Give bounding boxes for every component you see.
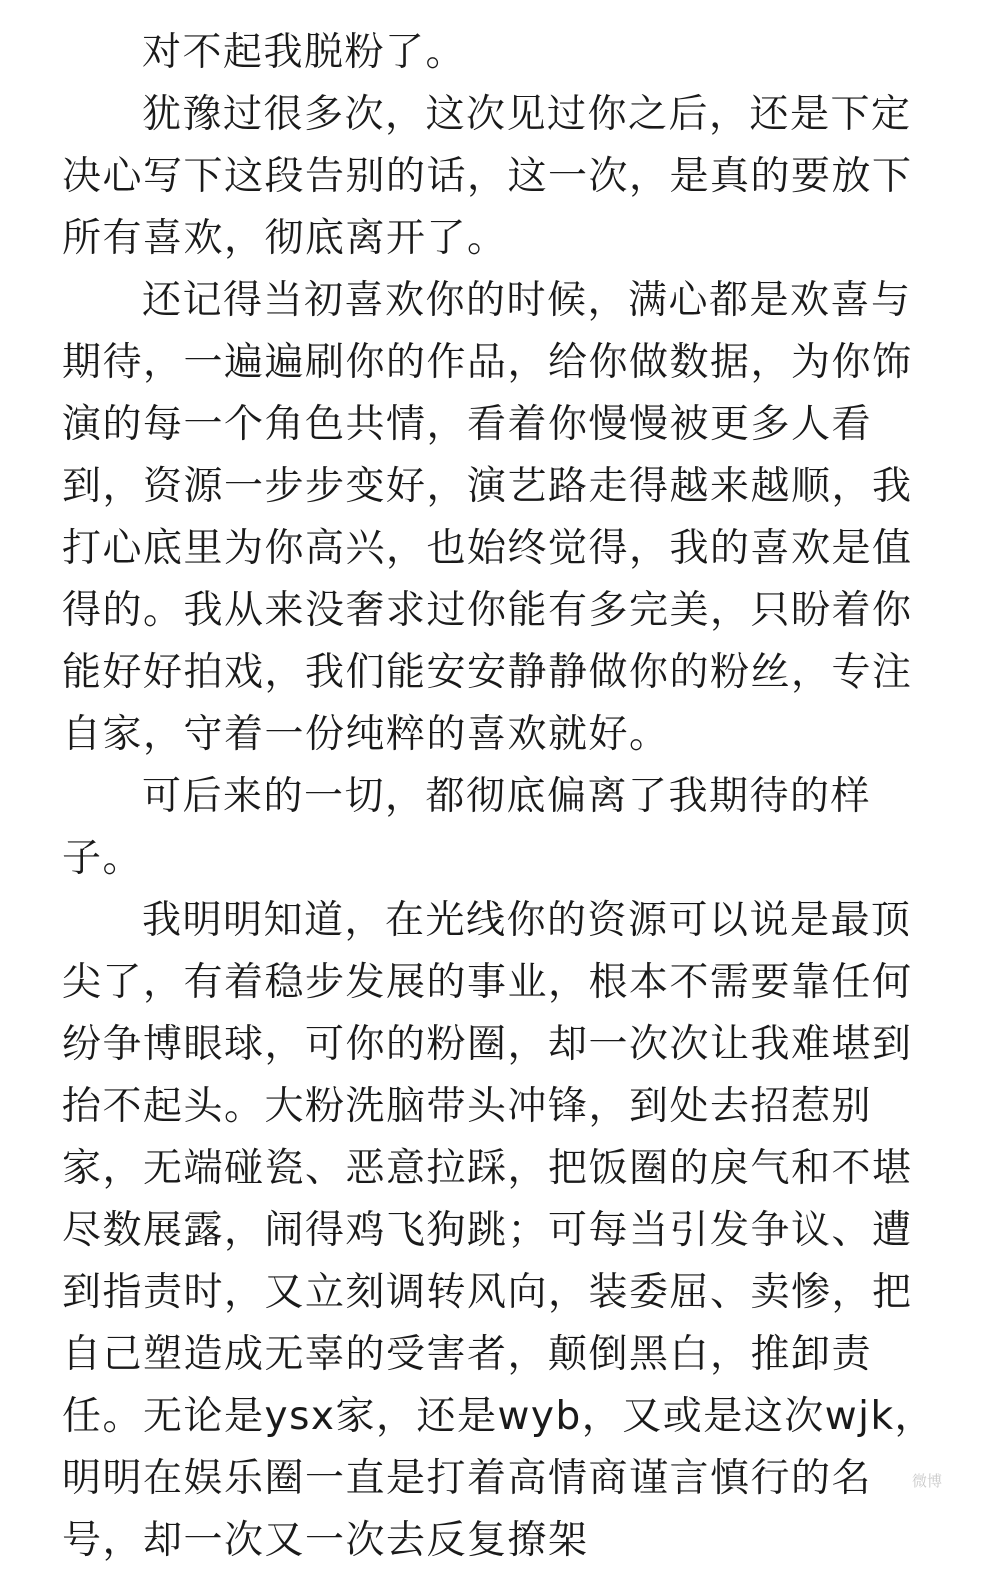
text-line: 能好好拍戏，我们能安安静静做你的粉丝，专注 xyxy=(62,650,913,695)
text-line: 号，却一次又一次去反复撩架 xyxy=(62,1518,589,1563)
text-line: 演的每一个角色共情，看着你慢慢被更多人看 xyxy=(62,402,873,447)
text-line: 抬不起头。大粉洗脑带头冲锋，到处去招惹别 xyxy=(62,1084,873,1129)
text-line: 到指责时，又立刻调转风向，装委屈、卖惨，把 xyxy=(62,1270,913,1315)
text-line: 打心底里为你高兴，也始终觉得，我的喜欢是值 xyxy=(62,526,913,571)
text-line: 子。 xyxy=(62,836,144,881)
text-line: 得的。我从来没奢求过你能有多完美，只盼着你 xyxy=(62,588,913,633)
text-line: 尖了，有着稳步发展的事业，根本不需要靠任何 xyxy=(62,960,913,1005)
text-line: 期待，一遍遍刷你的作品，给你做数据，为你饰 xyxy=(62,340,913,385)
text-line: 自己塑造成无辜的受害者，颠倒黑白，推卸责 xyxy=(62,1332,873,1377)
text-line: 犹豫过很多次，这次见过你之后，还是下定 xyxy=(142,92,912,137)
text-line: 还记得当初喜欢你的时候，满心都是欢喜与 xyxy=(142,278,912,323)
text-line: 我明明知道，在光线你的资源可以说是最顶 xyxy=(142,898,912,943)
text-line: 自家，守着一份纯粹的喜欢就好。 xyxy=(62,712,670,757)
text-line: 到，资源一步步变好，演艺路走得越来越顺，我 xyxy=(62,464,913,509)
text-line: 决心写下这段告别的话，这一次，是真的要放下 xyxy=(62,154,913,199)
text-line: 可后来的一切，都彻底偏离了我期待的样 xyxy=(142,774,872,819)
watermark: 微博 xyxy=(911,1472,942,1490)
text-line: 所有喜欢，彻底离开了。 xyxy=(62,216,508,261)
text-line: 明明在娱乐圈一直是打着高情商谨言慎行的名 xyxy=(62,1456,873,1501)
text-line: 家，无端碰瓷、恶意拉踩，把饭圈的戾气和不堪 xyxy=(62,1146,913,1191)
text-line: 任。无论是ysx家，还是wyb，又或是这次wjk， xyxy=(62,1394,936,1439)
text-line: 尽数展露，闹得鸡飞狗跳；可每当引发争议、遭 xyxy=(62,1208,913,1253)
text-line: 对不起我脱粉了。 xyxy=(142,30,467,75)
text-line: 纷争博眼球，可你的粉圈，却一次次让我难堪到 xyxy=(62,1022,913,1067)
